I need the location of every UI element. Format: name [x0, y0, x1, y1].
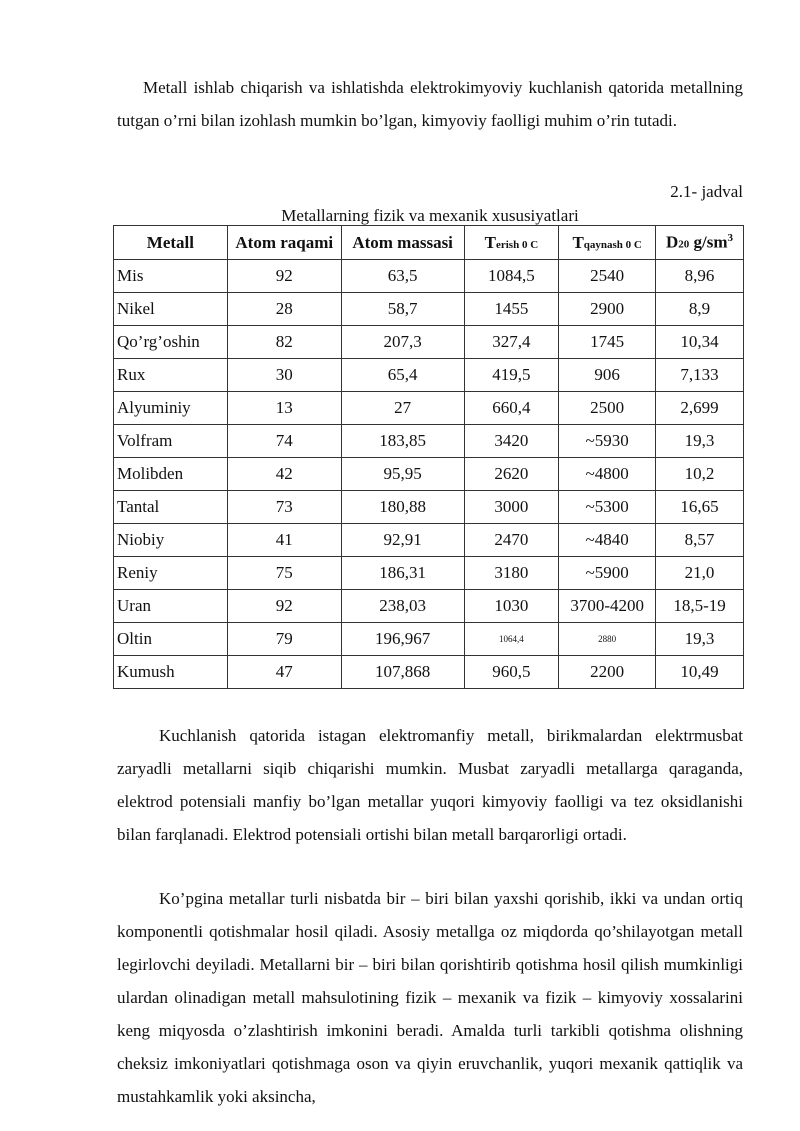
body-paragraph-3: Ko’pgina metallar turli nisbatda bir – biri bilan yaxshi qorishib, ikki va undan ortiq komponentli qotishmalar hosil qiladi. Asosiy metallga oz miqdorda qo’shilayotgan metall legirlovchi deyiladi. Metallarni bir – biri bilan qorishtirib qotishma hosil qilish mumkinligi ulardan olinadigan metall mahsulotining fizik – mexanik va fizik – kimyoviy xossalarini keng miqyosda o’zlashtirish imkonini beradi. Amalda turli tarkibli qotishma olishning cheksiz imkoniyatlari qotishmaga oson va qiyin eruvchanlik, yuqori mexanik qattiqlik va mustahkamlik yoki aksincha,: [117, 889, 743, 1106]
table-row: Molibden 42 95,95 2620 ~4800 10,2: [114, 458, 744, 491]
table-row: Tantal 73 180,88 3000 ~5300 16,65: [114, 491, 744, 524]
header-melting-point: Terish 0 C: [464, 226, 559, 260]
header-boiling-point: Tqaynash 0 C: [559, 226, 656, 260]
body-paragraph-2: Kuchlanish qatorida istagan elektromanfiy metall, birikmalardan elektrmusbat zaryadli metallarni siqib chiqarishi mumkin. Musbat zaryadli metallarga qaraganda, elektrod potensiali manfiy bo’lgan metallar yuqori kimyoviy faolligi va tez oksidlanishi bilan farqlanadi. Elektrod potensiali ortishi bilan metall barqarorligi ortadi.: [117, 726, 743, 844]
table-row: Rux 30 65,4 419,5 906 7,133: [114, 359, 744, 392]
table-row: Reniy 75 186,31 3180 ~5900 21,0: [114, 557, 744, 590]
table-number: 2.1- jadval: [670, 182, 743, 201]
table-row: Uran 92 238,03 1030 3700-4200 18,5-19: [114, 590, 744, 623]
metals-table: [113, 225, 744, 689]
table-row: Kumush 47 107,868 960,5 2200 10,49: [114, 656, 744, 689]
table-row: Mis 92 63,5 1084,5 2540 8,96: [114, 260, 744, 293]
table-row: Alyuminiy 13 27 660,4 2500 2,699: [114, 392, 744, 425]
table-row: Niobiy 41 92,91 2470 ~4840 8,57: [114, 524, 744, 557]
header-atomic-mass: Atom massasi: [341, 226, 464, 260]
table-row: Oltin 79 196,967 1064,4 2880 19,3: [114, 623, 744, 656]
header-metal: Metall: [114, 226, 228, 260]
header-atomic-number: Atom raqami: [227, 226, 341, 260]
table-row: Nikel 28 58,7 1455 2900 8,9: [114, 293, 744, 326]
table-title: Metallarning fizik va mexanik xususiyatlari: [281, 206, 579, 225]
header-density: D20 $g/sm^3$: [656, 226, 744, 260]
table-row: Volfram 74 183,85 3420 ~5930 19,3: [114, 425, 744, 458]
table-header-row: [114, 226, 744, 260]
intro-paragraph: Metall ishlab chiqarish va ishlatishda elektrokimyoviy kuchlanish qatorida metallning tutgan o’rni bilan izohlash mumkin bo’lgan, kimyoviy faolligi muhim o’rin tutadi.: [117, 78, 743, 130]
table-row: Qo’rg’oshin 82 207,3 327,4 1745 10,34: [114, 326, 744, 359]
